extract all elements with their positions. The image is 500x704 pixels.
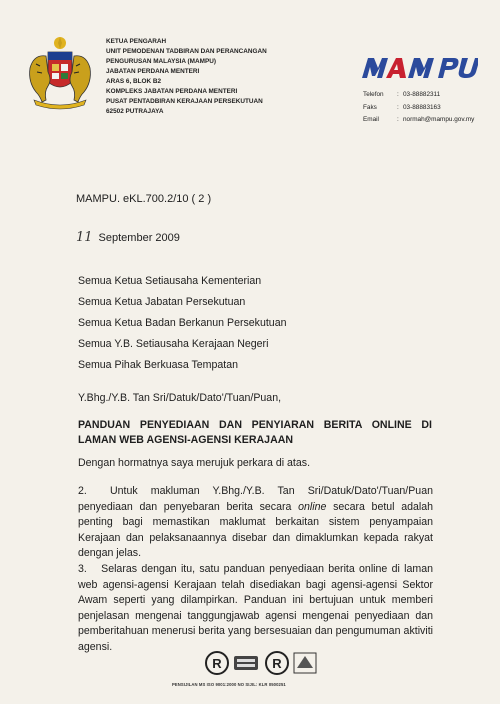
recipient-item: Semua Ketua Setiausaha Kementerian	[78, 275, 262, 287]
address-line: JABATAN PERDANA MENTERI	[106, 68, 200, 75]
contact-email: Email : normah@mampu.gov.my	[363, 114, 474, 127]
contact-label: Faks	[363, 103, 377, 111]
address-line: 62502 PUTRAJAYA	[106, 108, 164, 115]
contact-phone: Telefon : 03-88882311	[363, 89, 474, 102]
paragraph-3	[78, 562, 433, 655]
mampu-logo	[360, 56, 478, 80]
paragraph-2	[78, 484, 433, 562]
letter-date	[76, 230, 180, 245]
paragraph-number: 2.	[78, 485, 87, 497]
letterhead-address	[106, 37, 267, 117]
iqnet-logo-icon	[294, 653, 316, 673]
date-day: 11	[76, 230, 93, 245]
registered-mark-icon	[206, 652, 228, 674]
recipient-item: Semua Y.B. Setiausaha Kerajaan Negeri	[78, 338, 269, 350]
paragraph-text: secara betul adalah penting bagi memastikan maklumat berkaitan sistem penyampaian Kerajaan dan pelaksanaannya disebar dan dimaklumkan kepada rakyat dengan jelas.	[78, 500, 434, 559]
reference-number: MAMPU. eKL.700.2/10 ( 2 )	[76, 193, 212, 205]
contact-value: 03-88883163	[403, 103, 441, 111]
recipient-item: Semua Ketua Jabatan Persekutuan	[78, 296, 246, 308]
address-line: PUSAT PENTADBIRAN KERAJAAN PERSEKUTUAN	[106, 98, 263, 105]
address-line: ARAS 6, BLOK B2	[106, 78, 162, 85]
address-line: KETUA PENGARAH	[106, 38, 167, 45]
contact-label: Telefon	[363, 91, 384, 98]
contact-label: Email	[363, 116, 379, 123]
recipient-item: Semua Pihak Berkuasa Tempatan	[78, 359, 238, 371]
date-month-year: September 2009	[98, 232, 180, 244]
letter-subject-title: PANDUAN PENYEDIAAN DAN PENYIARAN BERITA ONLINE DI LAMAN WEB AGENSI-AGENSI KERAJAAN	[78, 419, 432, 446]
svg-text:R: R	[272, 656, 282, 671]
paragraph-italic-term: online	[298, 500, 327, 513]
contact-value: normah@mampu.gov.my	[403, 116, 475, 123]
paragraph-text: Selaras dengan itu, satu panduan penyediaan berita online di laman web agensi-agensi Kerajaan telah disediakan bagi agensi-agensi Sektor Awam seperti yang dilampirkan. Panduan ini bertujuan untuk memberi penjelasan mengenai tanggungjawab agensi mengenai penyediaan dan pemberitahuan menerusi berita yang bersesuaian dan pengumuman aktiviti agensi.	[78, 563, 433, 653]
registered-mark-icon	[266, 652, 288, 674]
contact-fax: Faks : 03-88883163	[363, 102, 474, 115]
certification-footer-text: PENSIJILAN MS ISO 9001:2000 NO SIJIL: KLR 0500251	[172, 682, 286, 687]
address-line: UNIT PEMODENAN TADBIRAN DAN PERANCANGAN	[106, 48, 267, 55]
address-line: PENGURUSAN MALAYSIA (MAMPU)	[106, 58, 216, 65]
address-line: KOMPLEKS JABATAN PERDANA MENTERI	[106, 88, 238, 95]
contact-value: 03-88882311	[403, 91, 441, 98]
malaysia-coat-of-arms-icon	[22, 34, 98, 114]
letterhead-contact	[363, 89, 474, 127]
salutation: Y.Bhg./Y.B. Tan Sri/Datuk/Dato'/Tuan/Puan,	[78, 392, 282, 404]
sirim-logo-icon	[234, 656, 258, 670]
recipient-list	[78, 271, 287, 376]
svg-text:R: R	[212, 656, 222, 671]
certification-logos	[204, 650, 320, 676]
intro-sentence: Dengan hormatnya saya merujuk perkara di atas.	[78, 457, 311, 469]
paragraph-number: 3.	[78, 563, 87, 575]
paragraph-text: Untuk makluman Y.Bhg./Y.B. Tan Sri/Datuk/Dato'/Tuan/Puan penyediaan dan penyebaran berita secara	[78, 485, 433, 513]
recipient-item: Semua Ketua Badan Berkanun Persekutuan	[78, 317, 287, 329]
